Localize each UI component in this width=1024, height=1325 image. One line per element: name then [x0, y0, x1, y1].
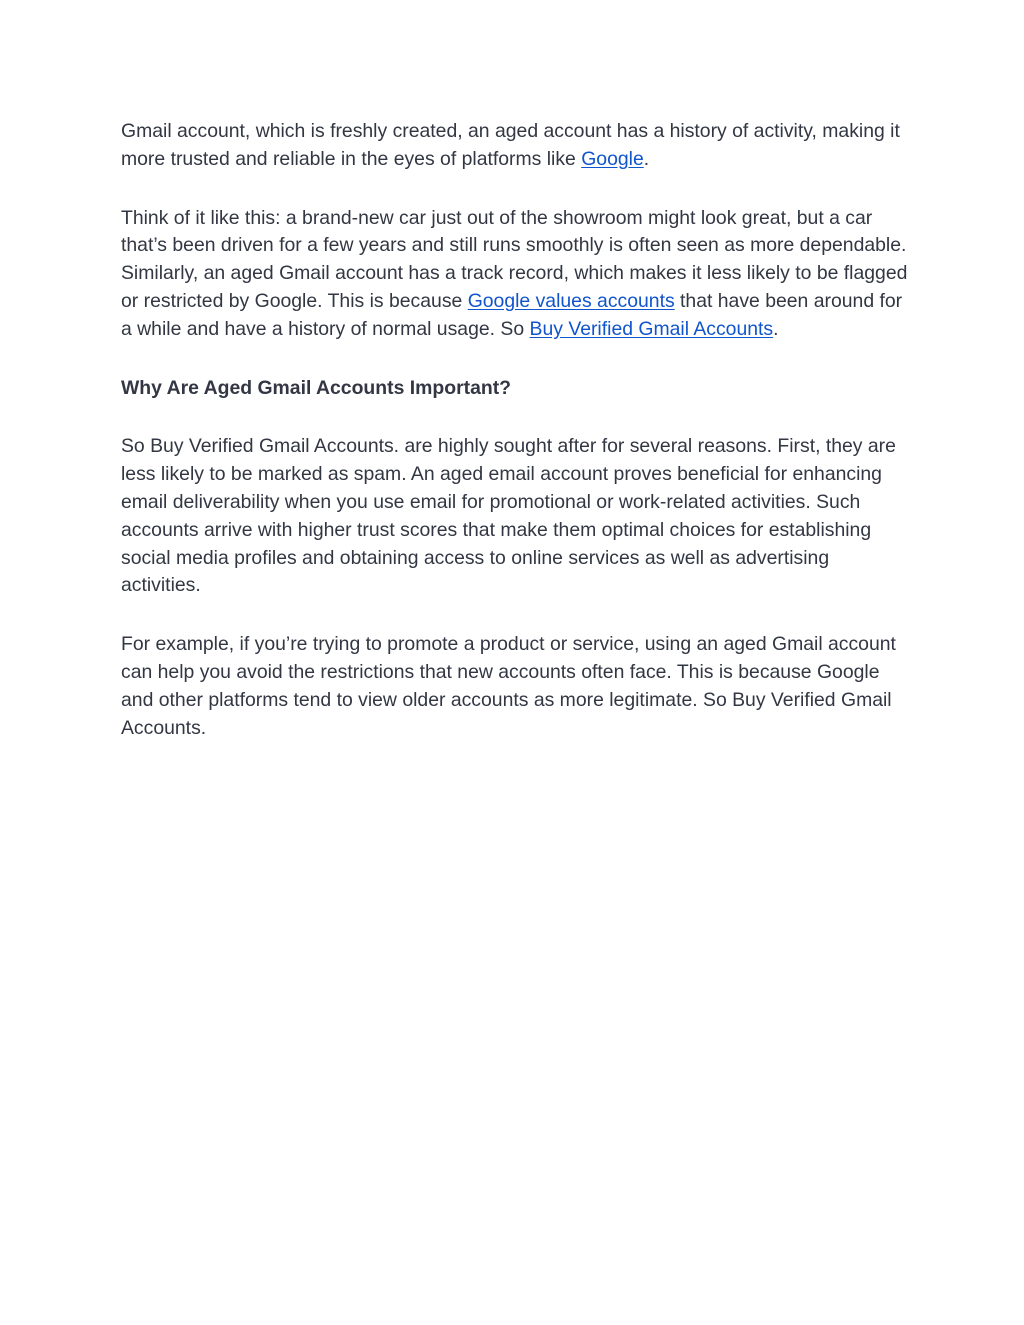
paragraph-car-text: Think of it like this: a brand-new car just out of the showroom might look great, but a car that’s been driven for a few years and still runs smoothly is often seen as more dependable. Similarly, an aged Gmail account has a track record, which makes it less likely to be flagged or restricted by Google. This is because: [121, 206, 908, 312]
paragraph-intro-end: .: [643, 147, 650, 170]
paragraph-car-analogy: [121, 205, 911, 344]
document-page: [121, 118, 911, 773]
link-google-values-accounts[interactable]: Google values accounts: [467, 289, 675, 312]
paragraph-reasons: So Buy Verified Gmail Accounts. are highly sought after for several reasons. First, they are less likely to be marked as spam. An aged email account proves beneficial for enhancing email deliverability when you use email for promotional or work-related activities. Such accounts arrive with higher trust scores that make them optimal choices for establishing social media profiles and obtaining access to online services as well as advertising activities.: [121, 435, 896, 597]
paragraph-intro-text: Gmail account, which is freshly created, an aged account has a history of activity, making it more trusted and reliable in the eyes of platforms like: [121, 120, 900, 170]
link-google[interactable]: Google: [581, 147, 644, 170]
paragraph-intro: [121, 118, 911, 174]
link-buy-verified-gmail-accounts[interactable]: Buy Verified Gmail Accounts: [529, 317, 774, 340]
paragraph-car-end: .: [773, 317, 779, 340]
paragraph-car-middle: that have been around for a while and have a history of normal usage. So: [121, 289, 903, 340]
section-heading: Why Are Aged Gmail Accounts Important?: [121, 376, 511, 399]
paragraph-example: For example, if you’re trying to promote a product or service, using an aged Gmail account can help you avoid the restrictions that new accounts often face. This is because Google and other platforms tend to view older accounts as more legitimate. So Buy Verified Gmail Accounts.: [121, 633, 896, 739]
